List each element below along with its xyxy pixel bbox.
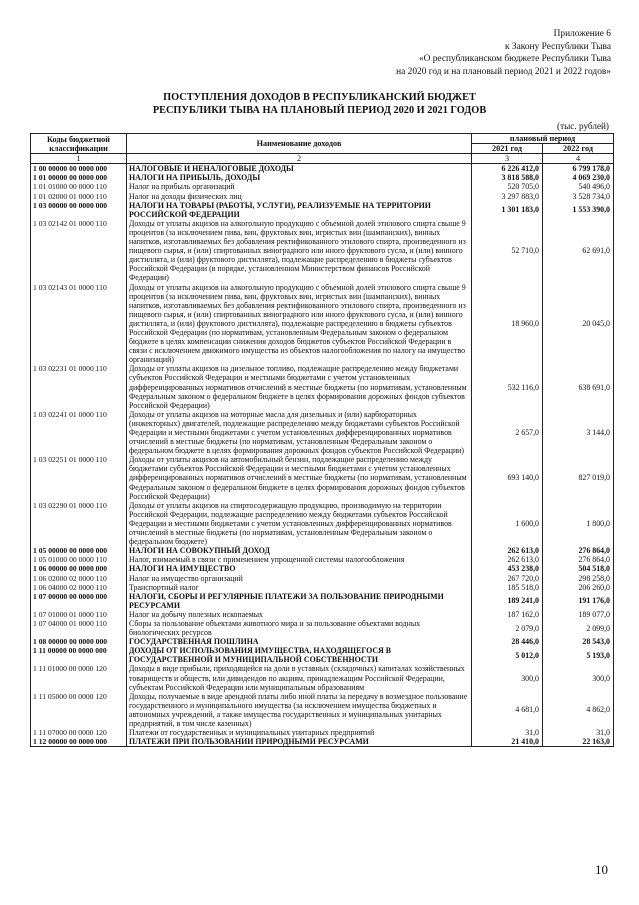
value-2022-cell: 4 862,0 bbox=[543, 692, 614, 728]
value-2022-cell: 276 864,0 bbox=[543, 555, 614, 564]
table-row bbox=[31, 410, 614, 455]
value-2021-cell: 267 720,0 bbox=[472, 574, 543, 583]
value-2022-cell: 189 077,0 bbox=[543, 610, 614, 619]
value-2022-cell: 3 144,0 bbox=[543, 410, 614, 455]
value-2022-cell: 4 069 230,0 bbox=[543, 173, 614, 182]
budget-code-cell: 1 05 00000 00 0000 000 bbox=[31, 546, 127, 555]
budget-code-cell: 1 00 00000 00 0000 000 bbox=[31, 164, 127, 174]
value-2022-cell: 206 260,0 bbox=[543, 583, 614, 592]
value-2022-cell: 6 799 178,0 bbox=[543, 164, 614, 174]
table-row bbox=[31, 501, 614, 546]
header-2021: 2021 год bbox=[472, 144, 543, 154]
budget-code-cell: 1 03 02290 01 0000 110 bbox=[31, 501, 127, 546]
revenue-name-cell: НАЛОГОВЫЕ И НЕНАЛОГОВЫЕ ДОХОДЫ bbox=[127, 164, 472, 174]
value-2021-cell: 262 613,0 bbox=[472, 546, 543, 555]
table-row bbox=[31, 192, 614, 201]
budget-code-cell: 1 03 02142 01 0000 110 bbox=[31, 219, 127, 283]
value-2022-cell: 638 691,0 bbox=[543, 364, 614, 409]
budget-code-cell: 1 01 02000 01 0000 110 bbox=[31, 192, 127, 201]
value-2021-cell: 2 079,0 bbox=[472, 619, 543, 637]
revenue-name-cell: НАЛОГИ НА ПРИБЫЛЬ, ДОХОДЫ bbox=[127, 173, 472, 182]
budget-code-cell: 1 11 07000 00 0000 120 bbox=[31, 728, 127, 737]
table-row bbox=[31, 364, 614, 409]
value-2021-cell: 21 410,0 bbox=[472, 737, 543, 747]
value-2022-cell: 276 864,0 bbox=[543, 546, 614, 555]
budget-code-cell: 1 01 01000 00 0000 110 bbox=[31, 182, 127, 191]
table-row bbox=[31, 182, 614, 191]
revenue-name-cell: Доходы от уплаты акцизов на дизельное топливо, подлежащие распределению между бюджетами субъектов Российской Федерации и местными бюджетами с учетом установленных дифференцированных нормативов отчислений в местные бюджеты (по нормативам, установленным Федеральным законом о федеральном бюджете в целях формирования дорожных фондов субъектов Российской Федерации) bbox=[127, 364, 472, 409]
annex-line-3: «О республиканском бюджете Республики Тыва bbox=[418, 54, 611, 65]
revenue-name-cell: Налог на прибыль организаций bbox=[127, 182, 472, 191]
value-2021-cell: 1 301 183,0 bbox=[472, 201, 543, 219]
table-row bbox=[31, 555, 614, 564]
revenue-name-cell: Доходы от уплаты акцизов на автомобильный бензин, подлежащие распределению между бюджетами субъектов Российской Федерации и местными бюджетами с учетом установленных дифференцированных нормативов отчислений в местные бюджеты (по нормативам, установленным Федеральным законом о федеральном бюджете в целях формирования дорожных фондов субъектов Российской Федерации) bbox=[127, 455, 472, 500]
revenue-name-cell: Сборы за пользование объектами животного мира и за пользование объектами водных биологических ресурсов bbox=[127, 619, 472, 637]
annex-line-1: Приложение 6 bbox=[553, 29, 611, 39]
value-2022-cell: 504 518,0 bbox=[543, 564, 614, 573]
value-2022-cell: 5 193,0 bbox=[543, 646, 614, 664]
annex-header bbox=[396, 28, 611, 78]
column-number-2: 2 bbox=[127, 154, 472, 164]
budget-code-cell: 1 06 00000 00 0000 000 bbox=[31, 564, 127, 573]
table-row bbox=[31, 737, 614, 747]
budget-code-cell: 1 07 01000 01 0000 110 bbox=[31, 610, 127, 619]
value-2022-cell: 540 496,0 bbox=[543, 182, 614, 191]
value-2021-cell: 28 446,0 bbox=[472, 637, 543, 646]
budget-code-cell: 1 03 02143 01 0000 110 bbox=[31, 283, 127, 365]
value-2021-cell: 18 960,0 bbox=[472, 283, 543, 365]
annex-line-2: к Закону Республики Тыва bbox=[505, 41, 611, 52]
value-2021-cell: 3 297 883,0 bbox=[472, 192, 543, 201]
value-2021-cell: 187 162,0 bbox=[472, 610, 543, 619]
budget-code-cell: 1 03 02251 01 0000 110 bbox=[31, 455, 127, 500]
revenue-name-cell: Налог на добычу полезных ископаемых bbox=[127, 610, 472, 619]
value-2021-cell: 300,0 bbox=[472, 664, 543, 691]
budget-code-cell: 1 07 00000 00 0000 000 bbox=[31, 592, 127, 610]
table-row bbox=[31, 201, 614, 219]
revenue-name-cell: Налог на доходы физических лиц bbox=[127, 192, 472, 201]
value-2021-cell: 453 238,0 bbox=[472, 564, 543, 573]
value-2021-cell: 185 518,0 bbox=[472, 583, 543, 592]
value-2021-cell: 4 681,0 bbox=[472, 692, 543, 728]
header-period: плановый период bbox=[472, 134, 614, 144]
value-2022-cell: 191 176,0 bbox=[543, 592, 614, 610]
value-2022-cell: 62 691,0 bbox=[543, 219, 614, 283]
value-2021-cell: 189 241,0 bbox=[472, 592, 543, 610]
budget-code-cell: 1 01 00000 00 0000 000 bbox=[31, 173, 127, 182]
value-2022-cell: 300,0 bbox=[543, 664, 614, 691]
table-row bbox=[31, 173, 614, 182]
revenue-name-cell: Доходы в виде прибыли, приходящейся на доли в уставных (складочных) капиталах хозяйственных товариществ и обществ, или дивидендов по акциям, принадлежащим Российской Федерации, субъектам Российской Федерации или муниципальным образованиям bbox=[127, 664, 472, 691]
value-2022-cell: 31,0 bbox=[543, 728, 614, 737]
unit-label: (тыс. рублей) bbox=[557, 121, 609, 131]
revenue-name-cell: НАЛОГИ НА СОВОКУПНЫЙ ДОХОД bbox=[127, 546, 472, 555]
header-name: Наименование доходов bbox=[127, 134, 472, 154]
column-number-1: 1 bbox=[31, 154, 127, 164]
value-2021-cell: 532 116,0 bbox=[472, 364, 543, 409]
table-row bbox=[31, 283, 614, 365]
budget-code-cell: 1 03 00000 00 0000 000 bbox=[31, 201, 127, 219]
revenue-name-cell: НАЛОГИ, СБОРЫ И РЕГУЛЯРНЫЕ ПЛАТЕЖИ ЗА ПОЛЬЗОВАНИЕ ПРИРОДНЫМИ РЕСУРСАМИ bbox=[127, 592, 472, 610]
table-row bbox=[31, 574, 614, 583]
header-2022: 2022 год bbox=[543, 144, 614, 154]
revenue-name-cell: НАЛОГИ НА ТОВАРЫ (РАБОТЫ, УСЛУГИ), РЕАЛИЗУЕМЫЕ НА ТЕРРИТОРИИ РОССИЙСКОЙ ФЕДЕРАЦИИ bbox=[127, 201, 472, 219]
table-row bbox=[31, 455, 614, 500]
value-2022-cell: 28 543,0 bbox=[543, 637, 614, 646]
budget-code-cell: 1 08 00000 00 0000 000 bbox=[31, 637, 127, 646]
table-body bbox=[31, 164, 614, 747]
table-row bbox=[31, 546, 614, 555]
value-2022-cell: 1 553 390,0 bbox=[543, 201, 614, 219]
revenue-name-cell: ГОСУДАРСТВЕННАЯ ПОШЛИНА bbox=[127, 637, 472, 646]
value-2021-cell: 520 705,0 bbox=[472, 182, 543, 191]
budget-code-cell: 1 11 05000 00 0000 120 bbox=[31, 692, 127, 728]
revenue-name-cell: Доходы от уплаты акцизов на алкогольную продукцию с объемной долей этилового спирта свыше 9 процентов (за исключением пива, вин, фруктовых вин, игристых вин (шампанских), винных напитков, изготавливаемых без добавления ректификованного этилового спирта, произведенного из пищевого сырья, и (или) спиртованных виноградного или иного фруктового сусла, и (или) винного дистиллята, и (или) фруктового дистиллята), подлежащие распределению в бюджеты субъектов Российской Федерации (в порядке, установленном Министерством финансов Российской Федерации) bbox=[127, 219, 472, 283]
column-number-4: 4 bbox=[543, 154, 614, 164]
table-row bbox=[31, 564, 614, 573]
column-number-3: 3 bbox=[472, 154, 543, 164]
revenue-name-cell: Доходы, получаемые в виде арендной платы либо иной платы за передачу в возмездное пользование государственного и муниципального имущества (за исключением имущества бюджетных и автономных учреждений, а также имущества государственных и муниципальных унитарных предприятий, в том числе казенных) bbox=[127, 692, 472, 728]
table-row bbox=[31, 610, 614, 619]
value-2022-cell: 2 099,0 bbox=[543, 619, 614, 637]
budget-code-cell: 1 07 04000 01 0000 110 bbox=[31, 619, 127, 637]
annex-line-4: на 2020 год и на плановый период 2021 и 2022 годов» bbox=[396, 66, 611, 77]
table-row bbox=[31, 664, 614, 691]
revenue-name-cell: Налог, взимаемый в связи с применением упрощенной системы налогообложения bbox=[127, 555, 472, 564]
budget-code-cell: 1 06 04000 02 0000 110 bbox=[31, 583, 127, 592]
revenue-name-cell: Платежи от государственных и муниципальных унитарных предприятий bbox=[127, 728, 472, 737]
budget-code-cell: 1 11 01000 00 0000 120 bbox=[31, 664, 127, 691]
budget-code-cell: 1 11 00000 00 0000 000 bbox=[31, 646, 127, 664]
budget-code-cell: 1 05 01000 00 0000 110 bbox=[31, 555, 127, 564]
budget-code-cell: 1 12 00000 00 0000 000 bbox=[31, 737, 127, 747]
revenue-name-cell: Транспортный налог bbox=[127, 583, 472, 592]
budget-code-cell: 1 06 02000 02 0000 110 bbox=[31, 574, 127, 583]
value-2022-cell: 298 258,0 bbox=[543, 574, 614, 583]
table-row bbox=[31, 164, 614, 174]
budget-code-cell: 1 03 02231 01 0000 110 bbox=[31, 364, 127, 409]
revenue-name-cell: Доходы от уплаты акцизов на спиртосодержащую продукцию, производимую на территории Российской Федерации, подлежащие распределению между бюджетами субъектов Российской Федерации и местными бюджетами с учетом установленных дифференцированных нормативов отчислений в местные бюджеты (по нормативам, установленным Федеральным законом о федеральном бюджете) bbox=[127, 501, 472, 546]
revenue-name-cell: Налог на имущество организаций bbox=[127, 574, 472, 583]
title-line-2: РЕСПУБЛИКИ ТЫВА НА ПЛАНОВЫЙ ПЕРИОД 2020 И 2021 ГОДОВ bbox=[152, 105, 487, 116]
value-2021-cell: 2 657,0 bbox=[472, 410, 543, 455]
page-number: 10 bbox=[595, 862, 608, 877]
value-2022-cell: 1 800,0 bbox=[543, 501, 614, 546]
value-2022-cell: 22 163,0 bbox=[543, 737, 614, 747]
header-code: Коды бюджетной классификации bbox=[31, 134, 127, 154]
value-2021-cell: 1 600,0 bbox=[472, 501, 543, 546]
table-row bbox=[31, 728, 614, 737]
value-2021-cell: 693 140,0 bbox=[472, 455, 543, 500]
value-2021-cell: 3 818 588,0 bbox=[472, 173, 543, 182]
value-2021-cell: 52 710,0 bbox=[472, 219, 543, 283]
table-row bbox=[31, 692, 614, 728]
value-2021-cell: 6 226 412,0 bbox=[472, 164, 543, 174]
budget-code-cell: 1 03 02241 01 0000 110 bbox=[31, 410, 127, 455]
value-2021-cell: 31,0 bbox=[472, 728, 543, 737]
table-row bbox=[31, 219, 614, 283]
revenue-name-cell: ПЛАТЕЖИ ПРИ ПОЛЬЗОВАНИИ ПРИРОДНЫМИ РЕСУРСАМИ bbox=[127, 737, 472, 747]
value-2022-cell: 20 045,0 bbox=[543, 283, 614, 365]
table-row bbox=[31, 637, 614, 646]
table-row bbox=[31, 592, 614, 610]
value-2022-cell: 3 528 734,0 bbox=[543, 192, 614, 201]
revenue-name-cell: ДОХОДЫ ОТ ИСПОЛЬЗОВАНИЯ ИМУЩЕСТВА, НАХОДЯЩЕГОСЯ В ГОСУДАРСТВЕННОЙ И МУНИЦИПАЛЬНОЙ СОБСТВЕННОСТИ bbox=[127, 646, 472, 664]
revenue-name-cell: Доходы от уплаты акцизов на алкогольную продукцию с объемной долей этилового спирта свыше 9 процентов (за исключением пива, вин, фруктовых вин, игристых вин (шампанских), винных напитков, изготавливаемых без добавления ректификованного этилового спирта, произведенного из пищевого сырья, и (или) спиртованных виноградного или иного фруктового сусла, и (или) винного дистиллята, и (или) фруктового дистиллята), подлежащие распределению в бюджеты субъектов Российской Федерации (по нормативам, установленным Федеральным законом о федеральном бюджете в целях компенсации снижения доходов бюджетов субъектов Российской Федерации в связи с исключением движимого имущества из объектов налогообложения по налогу на имущество организаций) bbox=[127, 283, 472, 365]
revenue-table bbox=[30, 133, 614, 747]
title-line-1: ПОСТУПЛЕНИЯ ДОХОДОВ В РЕСПУБЛИКАНСКИЙ БЮДЖЕТ bbox=[163, 92, 476, 103]
table-row bbox=[31, 583, 614, 592]
revenue-name-cell: НАЛОГИ НА ИМУЩЕСТВО bbox=[127, 564, 472, 573]
table-row bbox=[31, 646, 614, 664]
revenue-name-cell: Доходы от уплаты акцизов на моторные масла для дизельных и (или) карбюраторных (инжекторных) двигателей, подлежащие распределению между бюджетами субъектов Российской Федерации и местными бюджетами с учетом установленных дифференцированных нормативов отчислений в местные бюджеты (по нормативам, установленным Федеральным законом о федеральном бюджете в целях формирования дорожных фондов субъектов Российской Федерации) bbox=[127, 410, 472, 455]
value-2021-cell: 262 613,0 bbox=[472, 555, 543, 564]
value-2022-cell: 827 019,0 bbox=[543, 455, 614, 500]
value-2021-cell: 5 012,0 bbox=[472, 646, 543, 664]
table-row bbox=[31, 619, 614, 637]
document-title bbox=[0, 91, 639, 117]
